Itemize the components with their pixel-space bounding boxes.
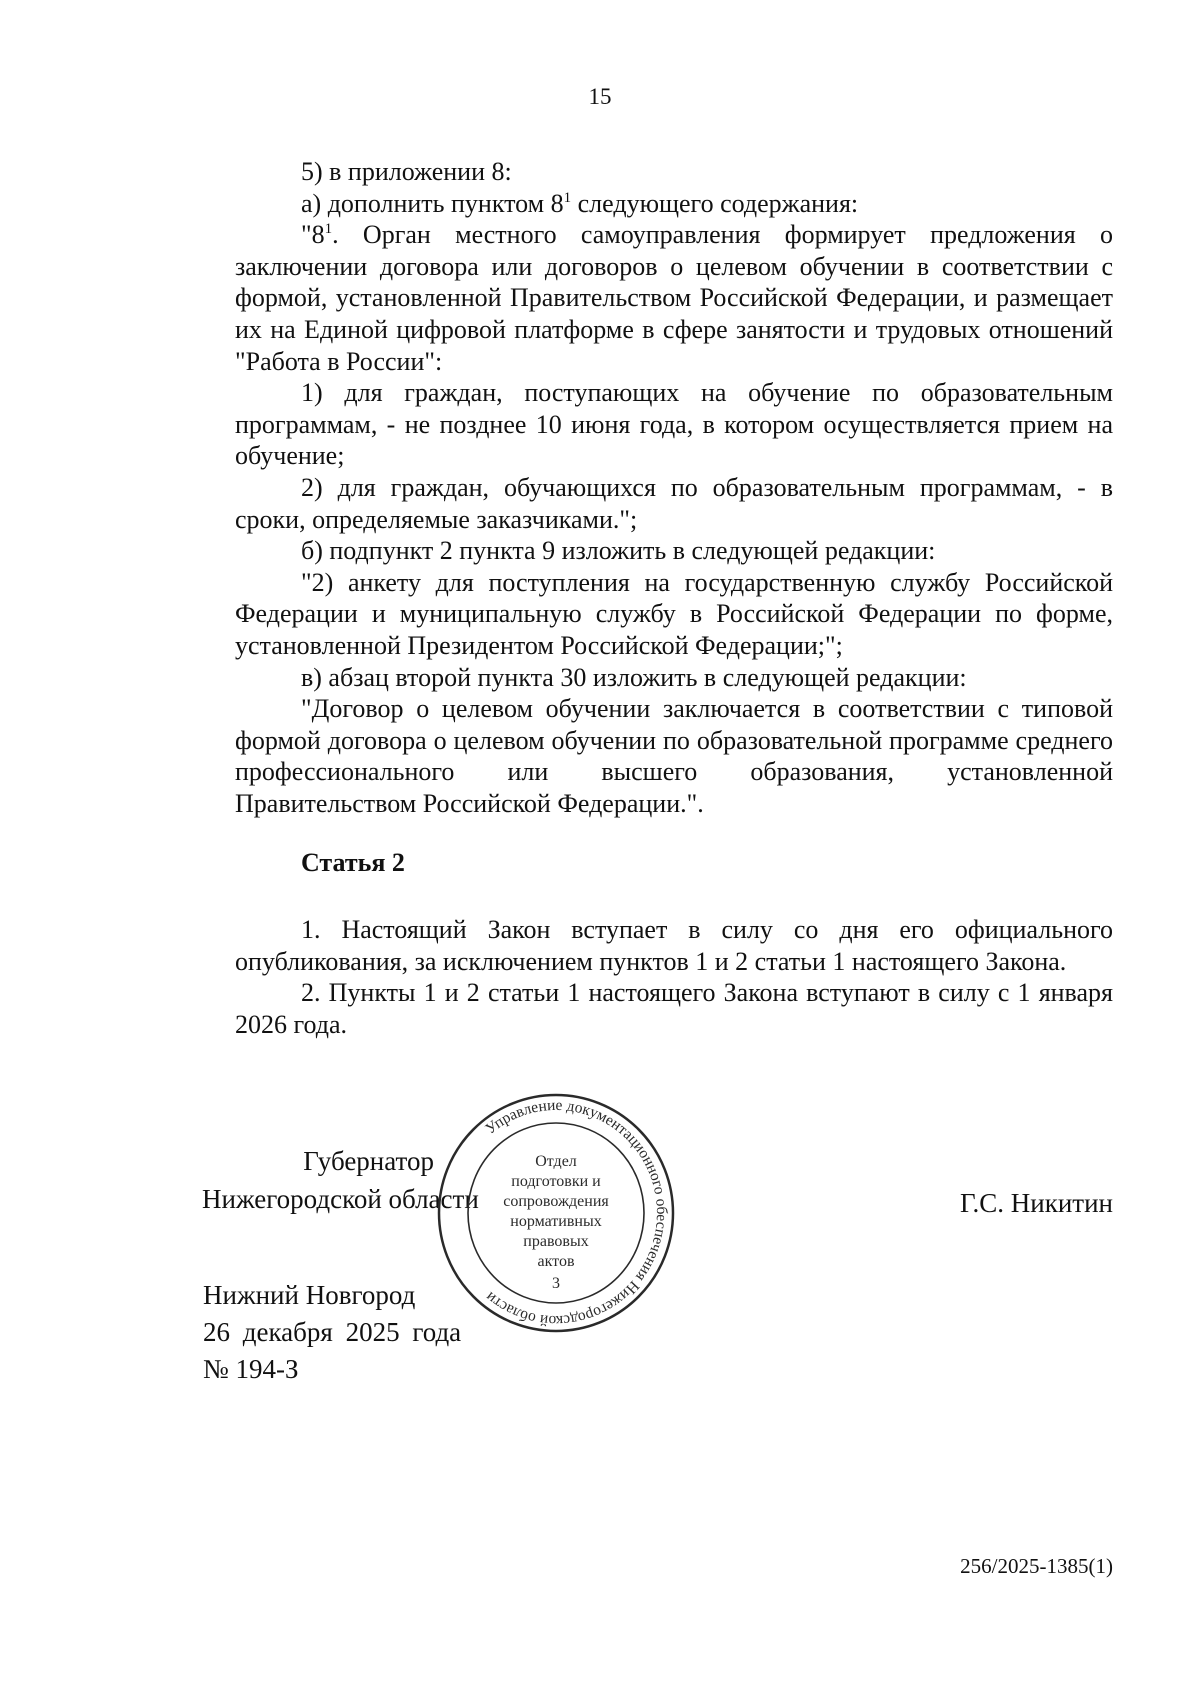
stamp-ring-text: Управление документационного обеспечения Нижегородской области bbox=[482, 1096, 671, 1330]
svg-text:сопровождения: сопровождения bbox=[503, 1193, 609, 1210]
article-2-paragraph-1: 1. Настоящий Закон вступает в силу со дня его официального опубликования, за исключением пунктов 1 и 2 статьи 1 настоящего Закона. bbox=[235, 915, 1113, 976]
article-2-body bbox=[235, 914, 1113, 1040]
page-number: 15 bbox=[588, 84, 612, 109]
item-a-quote: "$8^1$. Орган местного самоуправления формирует предложения о заключении договора или договоров о целевом обучении в соответствии с формой, установленной Правительством Российской Федерации, и размещает их на Единой цифровой платформе в сфере занятости и трудовых отношений "Работа в России": bbox=[235, 220, 1113, 376]
signing-place: Нижний Новгород bbox=[203, 1280, 416, 1310]
item-v: в) абзац второй пункта 30 изложить в следующей редакции: bbox=[301, 662, 967, 692]
svg-text:актов: актов bbox=[537, 1253, 575, 1270]
governor-region: Нижегородской области bbox=[202, 1184, 479, 1214]
svg-text:правовых: правовых bbox=[523, 1233, 589, 1250]
article-2-title: Статья 2 bbox=[301, 848, 405, 877]
section-5-heading: 5) в приложении 8: bbox=[301, 157, 512, 186]
svg-text:Отдел: Отдел bbox=[535, 1153, 577, 1170]
item-v-quote: "Договор о целевом обучении заключается в соответствии с типовой формой договора о целевом обучении по образовательной программе среднего профессионального или высшего образования, установленной Правительством Российской Федерации.". bbox=[235, 694, 1113, 818]
official-stamp bbox=[436, 1092, 676, 1334]
svg-text:нормативных: нормативных bbox=[510, 1213, 602, 1230]
article-2-paragraph-2: 2. Пункты 1 и 2 статьи 1 настоящего Закона вступают в силу с 1 января 2026 года. bbox=[235, 978, 1113, 1039]
document-code: 256/2025-1385(1) bbox=[960, 1554, 1113, 1578]
subitem-1: 1) для граждан, поступающих на обучение по образовательным программам, - не позднее 10 июня года, в котором осуществляется прием на обучение; bbox=[235, 378, 1113, 471]
stamp-center-text bbox=[503, 1153, 609, 1292]
law-number: № 194-З bbox=[203, 1354, 299, 1384]
item-b: б) подпункт 2 пункта 9 изложить в следующей редакции: bbox=[301, 536, 936, 566]
amendments-section bbox=[235, 156, 1113, 819]
item-b-quote: "2) анкету для поступления на государственную службу Российской Федерации и муниципальную службу в Российской Федерации по форме, установленной Президентом Российской Федерации;"; bbox=[235, 567, 1113, 660]
governor-name: Г.С. Никитин bbox=[959, 1188, 1113, 1218]
governor-title: Губернатор bbox=[303, 1146, 434, 1176]
item-a: а) дополнить пунктом $8^1$ следующего содержания: bbox=[301, 188, 859, 218]
svg-text:подготовки и: подготовки и bbox=[511, 1173, 601, 1190]
signing-date: 26 декабря 2025 года bbox=[203, 1317, 462, 1347]
subitem-2: 2) для граждан, обучающихся по образовательным программам, - в сроки, определяемые заказчиками."; bbox=[235, 472, 1113, 534]
svg-text:3: 3 bbox=[552, 1275, 560, 1292]
